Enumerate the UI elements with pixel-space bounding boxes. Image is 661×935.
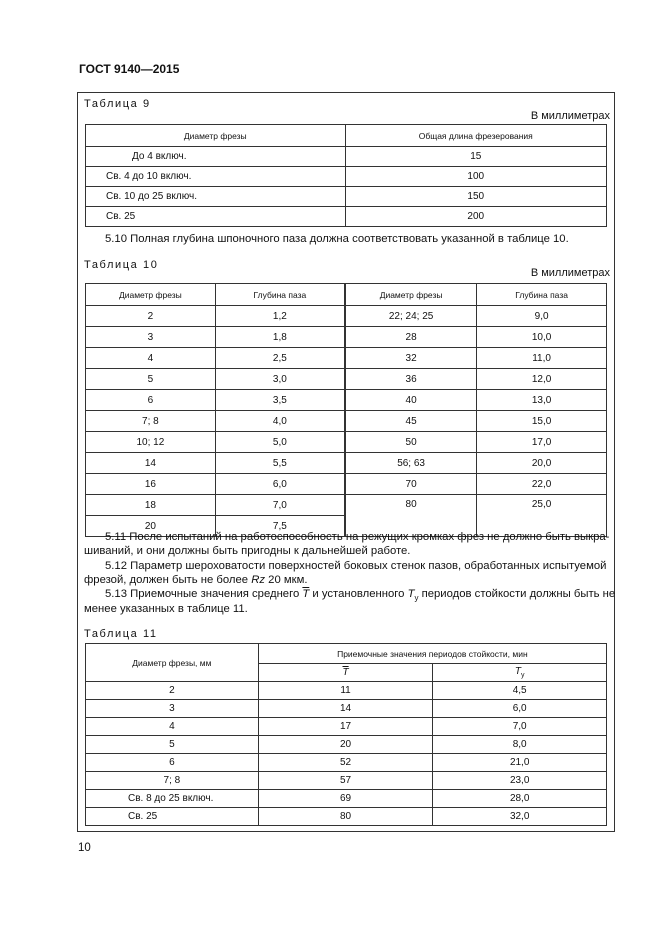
table-11-cell: 23,0: [433, 772, 607, 790]
table-11-header-mean: $\overline{T}$: [342, 667, 349, 678]
table-10-cell: 36: [345, 369, 477, 390]
table-11-header-diameter: Диаметр фрезы, мм: [86, 644, 259, 682]
roughness-symbol: Rz: [251, 574, 266, 586]
table-10-cell: 80: [345, 495, 477, 537]
table-11-cell: 11: [258, 682, 433, 700]
table-10-cell: 11,0: [477, 348, 607, 369]
table-10-cell: 70: [345, 474, 477, 495]
table-11-cell: 6,0: [433, 700, 607, 718]
table-11-cell: 32,0: [433, 808, 607, 826]
table-10-cell: 14: [86, 453, 216, 474]
set-life-subscript: у: [414, 593, 419, 603]
table-11-cell: 7,0: [433, 718, 607, 736]
table-11-header-set-subscript: у: [520, 672, 525, 679]
paragraph-5-12-line-1: 5.12 Параметр шероховатости поверхностей боковых стенок пазов, обработанных испытуемой: [105, 560, 607, 572]
table-10-cell: 15,0: [477, 411, 607, 432]
table-10-cell: 7,0: [215, 495, 345, 516]
table-10-cell: 45: [345, 411, 477, 432]
table-10-cell: 7; 8: [86, 411, 216, 432]
table-11-cell: 57: [258, 772, 433, 790]
paragraph-5-10: 5.10 Полная глубина шпоночного паза должна соответствовать указанной в таблице 10.: [105, 233, 569, 245]
table-11-cell: 8,0: [433, 736, 607, 754]
table-11-cell: 80: [258, 808, 433, 826]
table-9-caption: Таблица 9: [84, 98, 151, 110]
table-10-cell: 3,0: [215, 369, 345, 390]
table-10-cell: 2,5: [215, 348, 345, 369]
table-10-unit: В миллиметрах: [530, 267, 610, 279]
paragraph-5-13-line-2: менее указанных в таблице 11.: [84, 603, 248, 615]
paragraph-5-12-line-2: [84, 574, 308, 588]
table-11-cell: 3: [86, 700, 259, 718]
table-10-cell: 50: [345, 432, 477, 453]
table-11-cell: 69: [258, 790, 433, 808]
table-11-cell: 21,0: [433, 754, 607, 772]
table-10-cell: 25,0: [477, 495, 607, 537]
table-10-header-diameter: Диаметр фрезы: [86, 284, 216, 306]
table-10-cell: 5,5: [215, 453, 345, 474]
table-10-cell: 32: [345, 348, 477, 369]
table-10-header-diameter: Диаметр фрезы: [345, 284, 477, 306]
table-10-cell: 13,0: [477, 390, 607, 411]
table-11-header-group: Приемочные значения периодов стойкости, мин: [258, 644, 606, 664]
table-9-cell: До 4 включ.: [86, 147, 346, 167]
table-11-cell: Св. 8 до 25 включ.: [86, 790, 259, 808]
table-11-cell: 20: [258, 736, 433, 754]
table-10-cell: 28: [345, 327, 477, 348]
table-10-cell: 4: [86, 348, 216, 369]
table-9-cell: Св. 25: [86, 207, 346, 227]
paragraph-5-11-line-2: шиваний, и они должны быть пригодны к дальнейшей работе.: [84, 545, 411, 557]
table-11-cell: 28,0: [433, 790, 607, 808]
table-10-cell: 1,2: [215, 306, 345, 327]
set-life-symbol: T: [407, 588, 415, 600]
table-9-cell: 150: [345, 187, 606, 207]
paragraph-5-13-text: 5.13 Приемочные значения среднего: [105, 588, 303, 600]
table-11-cell: 14: [258, 700, 433, 718]
table-10-cell: 6,0: [215, 474, 345, 495]
table-10-cell: 5,0: [215, 432, 345, 453]
table-11-cell: 4: [86, 718, 259, 736]
paragraph-5-13-text: периодов стойкости должны быть не: [418, 588, 616, 600]
table-11-cell: Св. 25: [86, 808, 259, 826]
table-10-cell: 22,0: [477, 474, 607, 495]
table-10-cell: 40: [345, 390, 477, 411]
table-10-cell: 9,0: [477, 306, 607, 327]
table-9-cell: Св. 4 до 10 включ.: [86, 167, 346, 187]
table-9-cell: Св. 10 до 25 включ.: [86, 187, 346, 207]
table-10-header-depth: Глубина паза: [215, 284, 345, 306]
table-9-cell: 100: [345, 167, 606, 187]
table-9-header-diameter: Диаметр фрезы: [86, 125, 346, 147]
table-11-cell: 52: [258, 754, 433, 772]
table-11-cell: 4,5: [433, 682, 607, 700]
table-10-cell: 17,0: [477, 432, 607, 453]
table-10-cell: 12,0: [477, 369, 607, 390]
table-10-cell: 22; 24; 25: [345, 306, 477, 327]
paragraph-5-13-text: и установленного: [309, 588, 408, 600]
table-10-cell: 3,5: [215, 390, 345, 411]
table-10-cell: 3: [86, 327, 216, 348]
table-11: [85, 643, 607, 826]
table-10-cell: 10; 12: [86, 432, 216, 453]
table-10-cell: 16: [86, 474, 216, 495]
table-10-cell: 7,5: [215, 516, 345, 537]
table-10: [85, 283, 607, 537]
table-10-cell: 20,0: [477, 453, 607, 474]
table-9: [85, 124, 607, 227]
table-9-cell: 200: [345, 207, 606, 227]
table-11-caption: Таблица 11: [84, 628, 158, 640]
table-10-cell: 1,8: [215, 327, 345, 348]
table-11-cell: 6: [86, 754, 259, 772]
page-number: 10: [78, 842, 91, 854]
table-10-cell: 10,0: [477, 327, 607, 348]
table-10-cell: 20: [86, 516, 216, 537]
table-10-cell: 5: [86, 369, 216, 390]
paragraph-5-11-line-1: 5.11 После испытаний на работоспособность на режущих кромках фрез не должно быть выкра-: [105, 531, 610, 543]
table-10-cell: 56; 63: [345, 453, 477, 474]
table-11-header-set: T: [514, 666, 521, 677]
mean-life-symbol: $\overline{T}$: [302, 588, 310, 600]
table-11-cell: 2: [86, 682, 259, 700]
table-11-cell: 7; 8: [86, 772, 259, 790]
paragraph-5-12-text: 20 мкм.: [265, 574, 308, 586]
table-10-cell: 18: [86, 495, 216, 516]
table-11-cell: 17: [258, 718, 433, 736]
table-9-header-length: Общая длина фрезерования: [345, 125, 606, 147]
table-10-caption: Таблица 10: [84, 259, 159, 271]
table-9-cell: 15: [345, 147, 606, 167]
document-header: ГОСТ 9140—2015: [79, 62, 180, 76]
table-10-cell: 4,0: [215, 411, 345, 432]
table-10-cell: 2: [86, 306, 216, 327]
table-11-cell: 5: [86, 736, 259, 754]
table-10-header-depth: Глубина паза: [477, 284, 607, 306]
paragraph-5-12-text: фрезой, должен быть не более: [84, 574, 252, 586]
table-10-cell: 6: [86, 390, 216, 411]
table-9-unit: В миллиметрах: [530, 110, 610, 122]
